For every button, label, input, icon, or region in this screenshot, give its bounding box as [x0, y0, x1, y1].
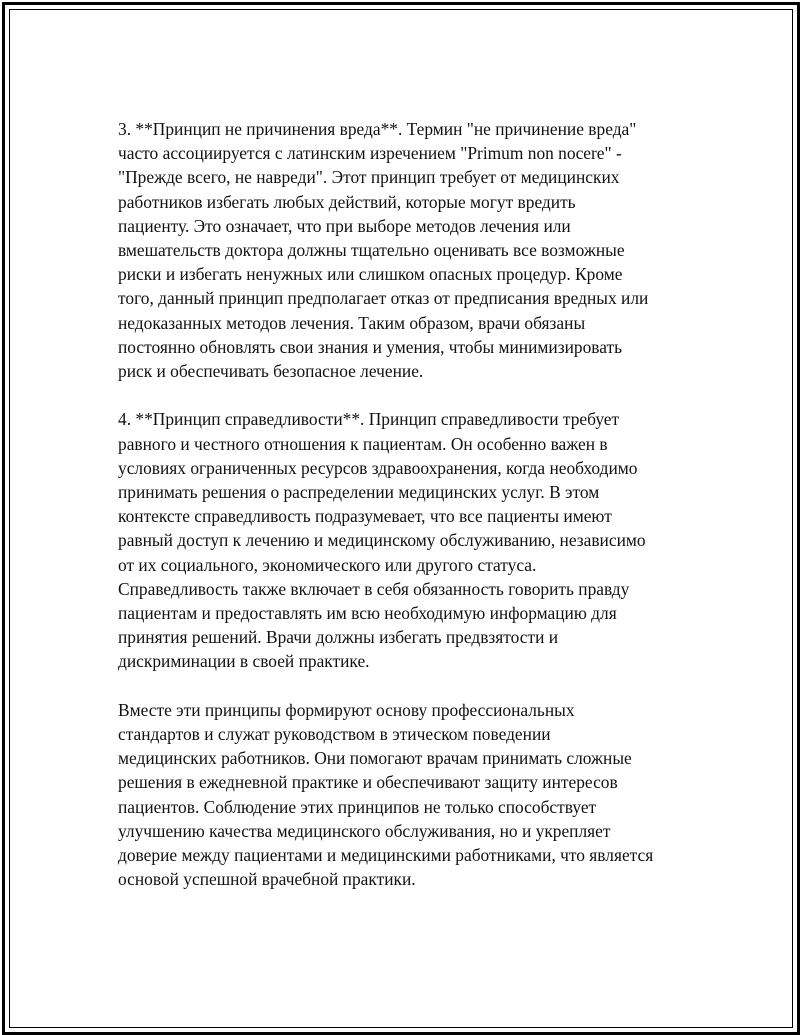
paragraph-gap: [118, 674, 698, 698]
text-line: Вместе эти принципы формируют основу профессиональных: [118, 699, 575, 720]
text-line: пациентам и предоставлять им всю необходимую информацию для: [118, 603, 617, 624]
text-line: того, данный принцип предполагает отказ от предписания вредных или: [118, 288, 649, 309]
text-line: недоказанных методов лечения. Таким образом, врачи обязаны: [118, 312, 586, 333]
text-line: риски и избегать ненужных или слишком опасных процедур. Кроме: [118, 264, 623, 285]
text-line: основой успешной врачебной практики.: [118, 869, 416, 890]
paragraph-gap: [118, 383, 698, 407]
text-line: 4. **Принцип справедливости**. Принцип справедливости требует: [118, 409, 620, 430]
text-line: контексте справедливость подразумевает, что все пациенты имеют: [118, 506, 612, 527]
text-line: принятия решений. Врачи должны избегать предвзятости и: [118, 627, 559, 648]
text-line: 3. **Принцип не причинения вреда**. Термин "не причинение вреда": [118, 119, 637, 139]
text-line: вмешательств доктора должны тщательно оценивать все возможные: [118, 240, 625, 261]
text-line: принимать решения о распределении медицинских услуг. В этом: [118, 482, 600, 503]
text-line: равного и честного отношения к пациентам. Он особенно важен в: [118, 433, 608, 454]
text-line: стандартов и служат руководством в этическом поведении: [118, 724, 551, 745]
paragraph-conclusion: [118, 698, 698, 892]
text-line: работников избегать любых действий, которые могут вредить: [118, 191, 576, 212]
text-line: равный доступ к лечению и медицинскому обслуживанию, независимо: [118, 530, 646, 551]
text-line: пациентов. Соблюдение этих принципов не только способствует: [118, 796, 597, 817]
text-line: улучшению качества медицинского обслуживания, но и укрепляет: [118, 820, 611, 841]
paragraph-principle-4: [118, 407, 698, 673]
text-line: от их социального, экономического или другого статуса.: [118, 554, 537, 575]
text-line: "Прежде всего, не навреди". Этот принцип требует от медицинских: [118, 167, 620, 188]
text-line: Справедливость также включает в себя обязанность говорить правду: [118, 578, 630, 599]
text-line: дискриминации в своей практике.: [118, 651, 370, 672]
text-line: условиях ограниченных ресурсов здравоохранения, когда необходимо: [118, 457, 638, 478]
text-line: постоянно обновлять свои знания и умения, чтобы минимизировать: [118, 336, 623, 357]
document-body: [118, 117, 698, 891]
text-line: решения в ежедневной практике и обеспечивают защиту интересов: [118, 772, 618, 793]
text-line: медицинских работников. Они помогают врачам принимать сложные: [118, 748, 632, 769]
text-line: часто ассоциируется с латинским изречением "Primum non nocere" -: [118, 143, 622, 164]
paragraph-principle-3: [118, 117, 698, 383]
text-line: пациенту. Это означает, что при выборе методов лечения или: [118, 215, 571, 236]
text-line: доверие между пациентами и медицинскими работниками, что является: [118, 845, 654, 866]
text-line: риск и обеспечивать безопасное лечение.: [118, 361, 424, 382]
